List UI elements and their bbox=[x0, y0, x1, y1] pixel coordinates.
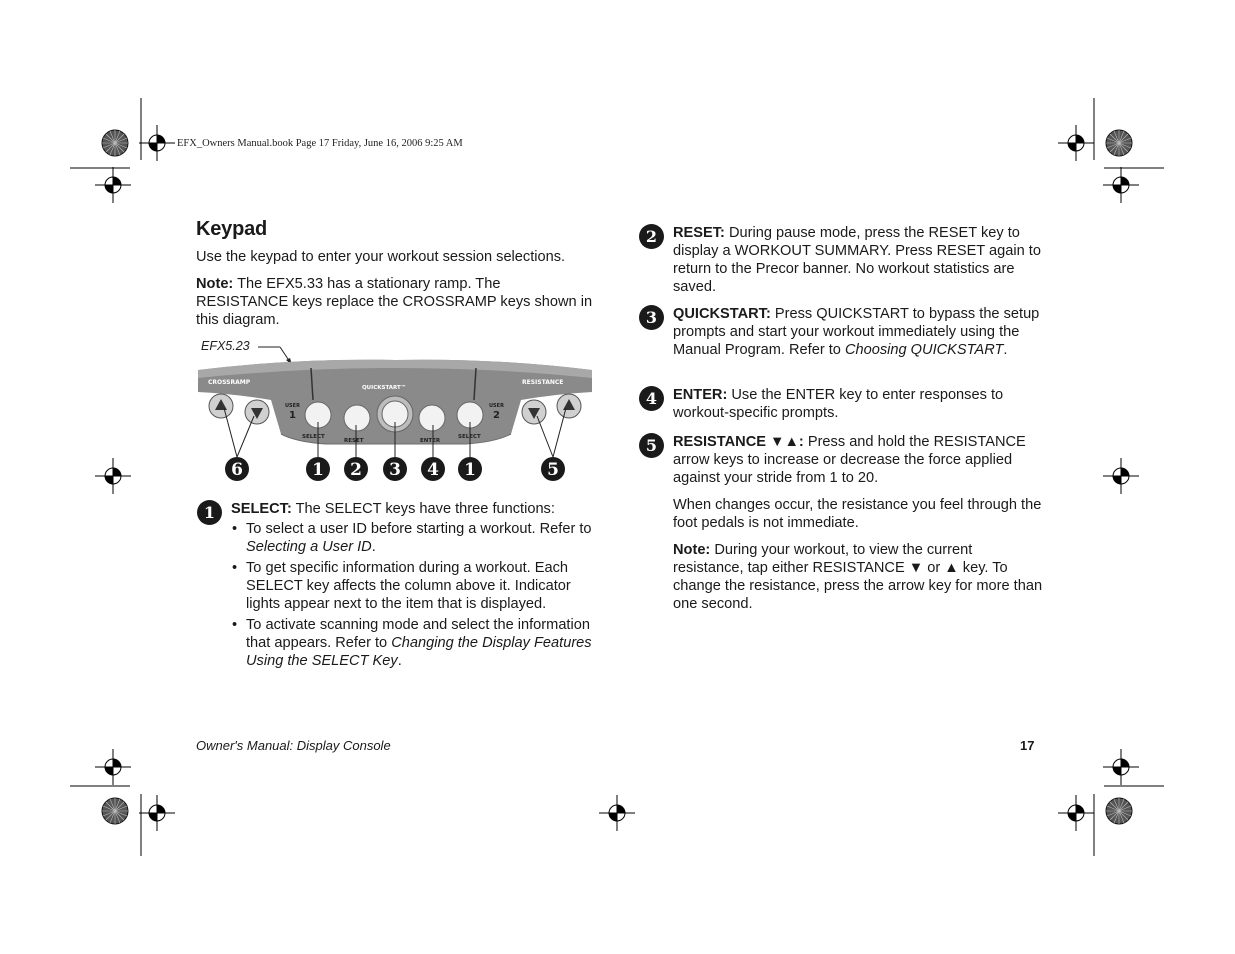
resistance-label: RESISTANCE ▼▲: bbox=[673, 434, 804, 450]
resistance-note-label: Note: bbox=[673, 542, 711, 558]
select-left-label: SELECT bbox=[302, 434, 325, 440]
badge-5: 5 bbox=[639, 433, 664, 458]
reset-item bbox=[639, 224, 1043, 305]
quickstart-label: QUICKSTART: bbox=[673, 306, 771, 322]
callout-4 bbox=[421, 457, 445, 481]
callout-5 bbox=[541, 457, 565, 481]
svg-text:2: 2 bbox=[350, 460, 362, 480]
svg-text:1: 1 bbox=[464, 460, 476, 480]
callout-6 bbox=[225, 457, 249, 481]
diagram-label: EFX5.23 bbox=[201, 339, 250, 353]
select-label: SELECT: bbox=[231, 501, 292, 517]
badge-1: 1 bbox=[197, 500, 222, 525]
badge-4: 4 bbox=[639, 386, 664, 411]
enter-text: Use the ENTER key to enter responses to workout-specific prompts. bbox=[673, 387, 1004, 421]
keypad-diagram bbox=[196, 338, 596, 488]
callout-2 bbox=[344, 457, 368, 481]
resistance-note-text: During your workout, to view the current resistance, tap either RESISTANCE ▼ or ▲ key. To change the resistance, press the arrow key for more than one second. bbox=[673, 542, 1043, 612]
print-header: EFX_Owners Manual.book Page 17 Friday, June 16, 2006 9:25 AM bbox=[177, 138, 463, 149]
intro-paragraph: Use the keypad to enter your workout session selections. bbox=[196, 249, 566, 265]
reset-text: During pause mode, press the RESET key to display a WORKOUT SUMMARY. Press RESET again to return to the Precor banner. No workout statistics are saved. bbox=[673, 225, 1041, 295]
enter-item bbox=[639, 386, 1043, 431]
page-number: 17 bbox=[1020, 738, 1035, 753]
badge-2: 2 bbox=[639, 224, 664, 249]
list-item: • To get specific information during a workout. Each SELECT key affects the column above it. Indicator lights appear next to the item that is displayed. bbox=[231, 559, 597, 613]
reset-label: RESET: bbox=[673, 225, 725, 241]
note-label: Note: bbox=[196, 276, 234, 292]
select-bullets bbox=[231, 520, 597, 670]
left-column bbox=[196, 218, 596, 338]
quickstart-label: QUICKSTART™ bbox=[362, 385, 407, 391]
svg-text:4: 4 bbox=[427, 460, 439, 480]
note-paragraph bbox=[196, 275, 596, 329]
select-right-label: SELECT bbox=[458, 434, 481, 440]
user-1-number: 1 bbox=[289, 410, 296, 421]
callout-3 bbox=[383, 457, 407, 481]
resistance-item bbox=[639, 433, 1043, 622]
resistance-paragraph-2: When changes occur, the resistance you feel through the foot pedals is not immediate. bbox=[673, 497, 1042, 531]
resistance-label: RESISTANCE bbox=[522, 379, 564, 386]
note-text: The EFX5.33 has a stationary ramp. The RESISTANCE keys replace the CROSSRAMP keys shown in this diagram. bbox=[196, 276, 593, 328]
select-text: The SELECT keys have three functions: bbox=[291, 501, 555, 517]
enter-key[interactable] bbox=[419, 405, 445, 431]
callout-1-right bbox=[458, 457, 482, 481]
svg-text:6: 6 bbox=[231, 460, 243, 480]
select-item bbox=[197, 500, 597, 673]
quickstart-link: Choosing QUICKSTART bbox=[844, 342, 1004, 358]
crossramp-label: CROSSRAMP bbox=[208, 379, 251, 386]
callout-1-left bbox=[306, 457, 330, 481]
section-title: Keypad bbox=[196, 218, 268, 240]
enter-label: ENTER bbox=[420, 438, 441, 444]
list-item: • To select a user ID before starting a workout. Refer to Selecting a User ID. bbox=[231, 520, 597, 556]
badge-3: 3 bbox=[639, 305, 664, 330]
user-1-label: USER bbox=[285, 403, 300, 409]
enter-label: ENTER: bbox=[673, 387, 728, 403]
resistance-text: Press and hold the RESISTANCE arrow keys to increase or decrease the force applied against your stride from 1 to 20. bbox=[673, 434, 1026, 486]
user-2-number: 2 bbox=[493, 410, 500, 421]
svg-text:5: 5 bbox=[547, 460, 559, 480]
quickstart-text: Press QUICKSTART to bypass the setup prompts and start your workout immediately using the Manual Program. Refer to bbox=[673, 306, 1040, 358]
svg-text:1: 1 bbox=[312, 460, 324, 480]
reset-label: RESET bbox=[344, 438, 364, 444]
svg-text:3: 3 bbox=[389, 460, 401, 480]
quickstart-item: 3 QUICKSTART: Press QUICKSTART to bypass the setup prompts and start your workout immediately using the Manual Program. Refer to Choosing QUICKSTART. bbox=[639, 305, 1043, 368]
list-item: • To activate scanning mode and select the information that appears. Refer to Changing the Display Features Using the SELECT Key. bbox=[231, 616, 597, 670]
user-2-label: USER bbox=[489, 403, 504, 409]
reset-key[interactable] bbox=[344, 405, 370, 431]
footer-title: Owner's Manual: Display Console bbox=[196, 738, 391, 753]
